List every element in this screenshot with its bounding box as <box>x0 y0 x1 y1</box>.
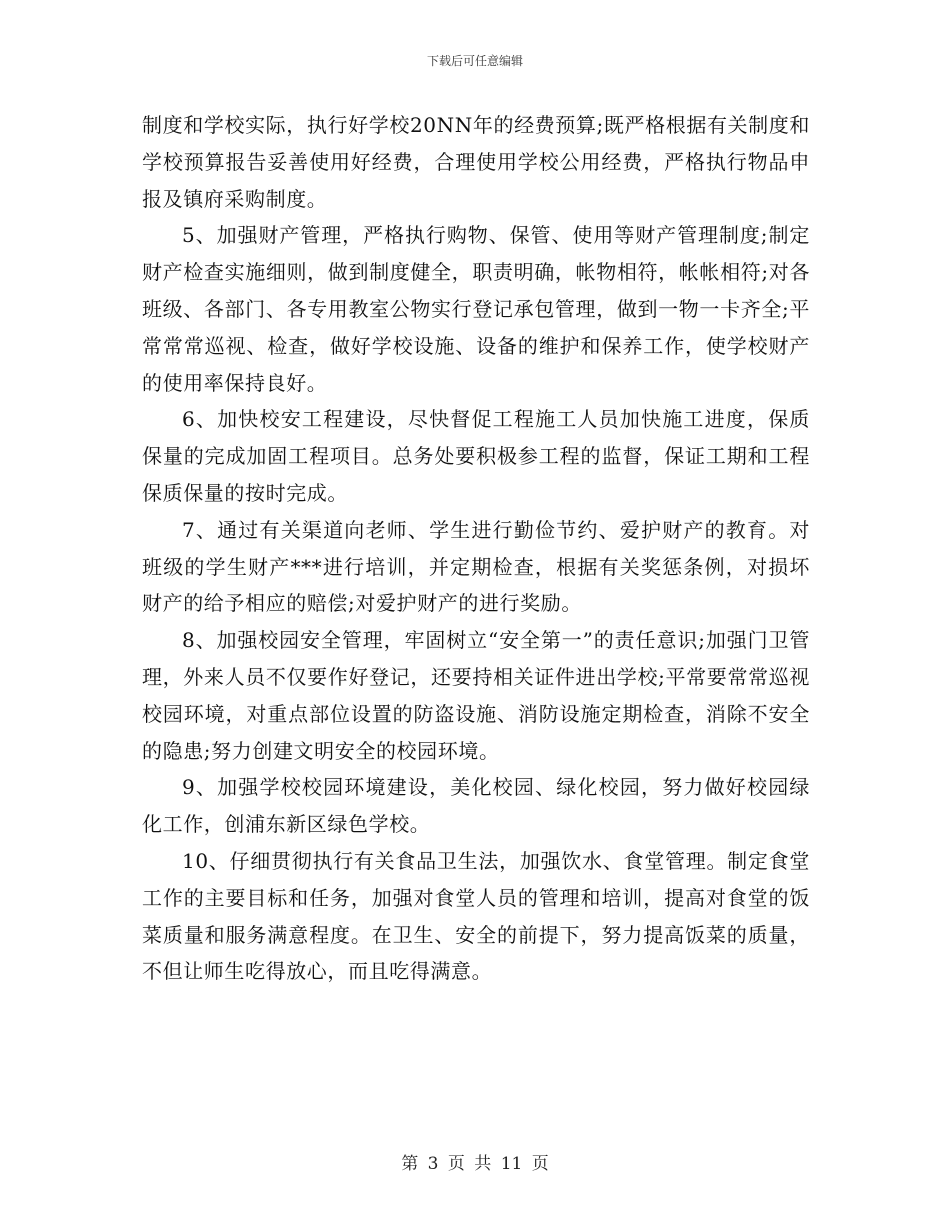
paragraph-continuation: 制度和学校实际，执行好学校20NN年的经费预算;既严格根据有关制度和学校预算报告妥善使用好经费，合理使用学校公用经费，严格执行物品申报及镇府采购制度。 <box>142 113 810 211</box>
document-body <box>142 107 810 990</box>
paragraph-item-9: 9、加强学校校园环境建设，美化校园、绿化校园，努力做好校园绿化工作，创浦东新区绿色学校。 <box>142 775 810 837</box>
paragraph-item-7: 7、通过有关渠道向老师、学生进行勤俭节约、爱护财产的教育。对班级的学生财产***进行培训，并定期检查，根据有关奖惩条例，对损坏财产的给予相应的赔偿;对爱护财产的进行奖励。 <box>142 517 810 616</box>
paragraph-item-8: 8、加强校园安全管理，牢固树立“安全第一”的责任意识;加强门卫管理，外来人员不仅要作好登记，还要持相关证件进出学校;平常要常常巡视校园环境，对重点部位设置的防盗设施、消防设施定期检查，消除不安全的隐患;努力创建文明安全的校园环境。 <box>142 628 810 763</box>
page-number-footer: 第 3 页 共 11 页 <box>401 1154 549 1174</box>
paragraph-item-5: 5、加强财产管理，严格执行购物、保管、使用等财产管理制度;制定财产检查实施细则，做到制度健全，职责明确，帐物相符，帐帐相符;对各班级、各部门、各专用教室公物实行登记承包管理，做到一物一卡齐全;平常常常巡视、检查，做好学校设施、设备的维护和保养工作，使学校财产的使用率保持良好。 <box>142 223 810 395</box>
page-header: 下载后可任意编辑 <box>426 54 523 68</box>
paragraph-item-6: 6、加快校安工程建设，尽快督促工程施工人员加快施工进度，保质保量的完成加固工程项目。总务处要积极参工程的监督，保证工期和工程保质保量的按时完成。 <box>142 407 810 505</box>
paragraph-item-10: 10、仔细贯彻执行有关食品卫生法，加强饮水、食堂管理。制定食堂工作的主要目标和任务，加强对食堂人员的管理和培训，提高对食堂的饭菜质量和服务满意程度。在卫生、安全的前提下，努力提高饭菜的质量，不但让师生吃得放心，而且吃得满意。 <box>142 848 810 984</box>
